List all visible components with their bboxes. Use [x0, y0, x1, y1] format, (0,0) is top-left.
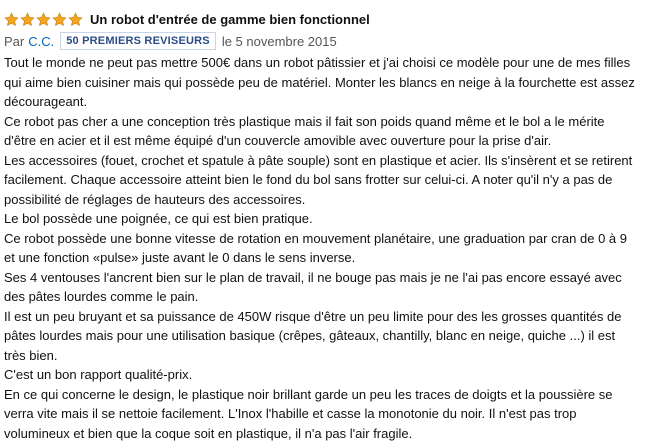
review-paragraph: Les accessoires (fouet, crochet et spatule à pâte souple) sont en plastique et acier. Ils s'insèrent et se retirent facilement. Chaque accessoire atteint bien le fond du bol sans frotter sur celui-ci. A noter qu'il n'y a pas de possibilité de réglages de hauteurs des accessoires.	[4, 151, 638, 210]
review-date: le 5 novembre 2015	[222, 34, 337, 49]
star-icon	[36, 12, 51, 27]
review-title[interactable]: Un robot d'entrée de gamme bien fonctionnel	[90, 12, 370, 27]
author-link[interactable]: C.C.	[28, 34, 54, 49]
review-paragraph: C'est un bon rapport qualité-prix.	[4, 365, 638, 385]
review-byline	[4, 31, 645, 51]
review-paragraph: Ce robot possède une bonne vitesse de rotation en mouvement planétaire, une graduation par cran de 0 à 9 et une fonction «pulse» juste avant le 0 dans le sens inverse.	[4, 229, 638, 268]
star-rating[interactable]	[4, 12, 84, 27]
review-paragraph: En ce qui concerne le design, le plastique noir brillant garde un peu les traces de doigts et la poussière se verra vite mais il se nettoie facilement. L'Inox l'habille et casse la monotonie du noir. Il n'est pas trop volumineux et bien que la coque soit en plastique, il n'a pas l'air fragile.	[4, 385, 638, 443]
reviewer-badge[interactable]: 50 PREMIERS REVISEURS	[60, 32, 216, 50]
by-label: Par	[4, 34, 24, 49]
review-paragraph: Le bol possède une poignée, ce qui est bien pratique.	[4, 209, 638, 229]
star-icon	[20, 12, 35, 27]
star-icon	[68, 12, 83, 27]
review-paragraph: Ses 4 ventouses l'ancrent bien sur le plan de travail, il ne bouge pas mais je ne l'ai pas encore essayé avec des pâtes lourdes comme le pain.	[4, 268, 638, 307]
star-icon	[4, 12, 19, 27]
review-paragraph: Ce robot pas cher a une conception très plastique mais il fait son poids quand même et le bol a le mérite d'être en acier et il est même équipé d'un couvercle amovible avec ouverture pour la prise d'air.	[4, 112, 638, 151]
review-paragraph: Il est un peu bruyant et sa puissance de 450W risque d'être un peu limite pour des les grosses quantités de pâtes lourdes mais pour une utilisation basique (crêpes, gâteaux, chantilly, blanc en neige, quiche ...) il est très bien.	[4, 307, 638, 366]
review-paragraph: Tout le monde ne peut pas mettre 500€ dans un robot pâtissier et j'ai choisi ce modèle pour une de mes filles qui aime bien cuisiner mais qui possède peu de matériel. Monter les blancs en neige à la fourchette est assez décourageant.	[4, 53, 638, 112]
star-icon	[52, 12, 67, 27]
review-body	[4, 53, 638, 443]
review-header	[4, 8, 645, 30]
